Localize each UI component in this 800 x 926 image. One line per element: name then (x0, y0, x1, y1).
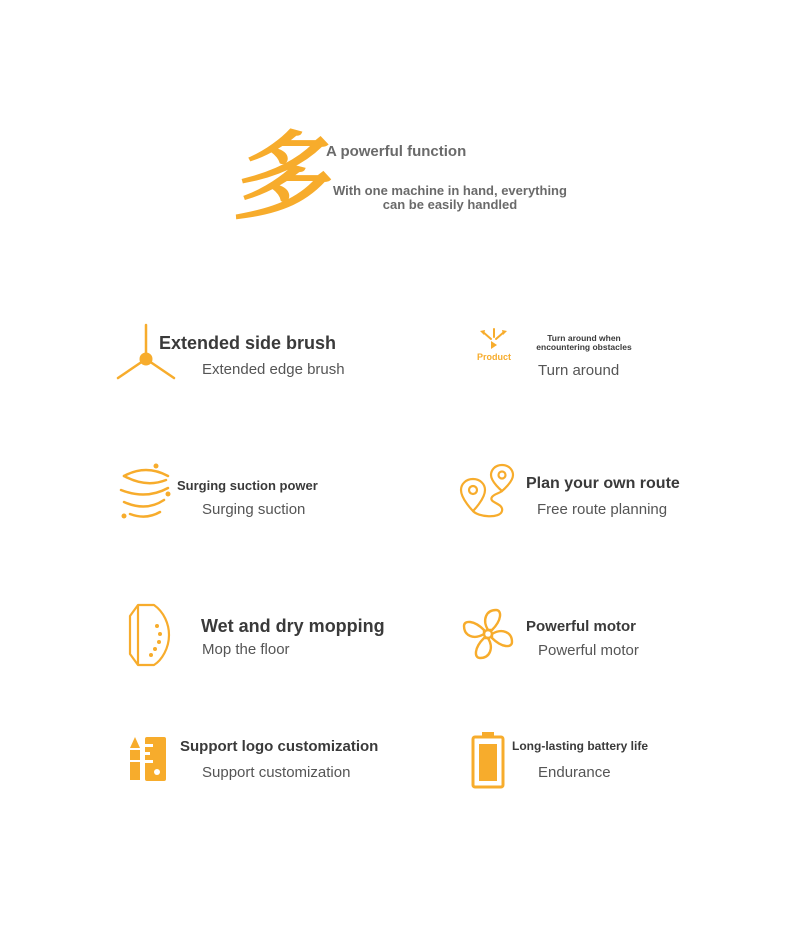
feature-title-turn-around-line2: encountering obstacles (536, 342, 632, 352)
feature-title-turn-around-line1: Turn around when (547, 333, 621, 343)
fan-icon (460, 606, 516, 667)
feature-subtitle-logo: Support customization (202, 764, 351, 781)
mop-pad-icon (124, 602, 174, 673)
hero-character-graphic (228, 120, 344, 233)
feature-title-mopping: Wet and dry mopping (201, 616, 385, 636)
hero-subtitle-line1: With one machine in hand, everything (333, 183, 567, 198)
feature-subtitle-side-brush: Extended edge brush (202, 361, 345, 378)
feature-subtitle-battery: Endurance (538, 764, 611, 781)
feature-title-side-brush: Extended side brush (159, 333, 337, 353)
turn-around-icon (474, 327, 516, 370)
route-pin-icon (458, 463, 518, 528)
hero-subtitle-line2: can be easily handled (382, 197, 518, 212)
feature-title-suction: Surging suction power (177, 478, 318, 493)
hero-subtitle (326, 184, 574, 212)
feature-subtitle-route: Free route planning (537, 501, 668, 518)
feature-title-motor: Powerful motor (526, 618, 637, 635)
feature-title-route: Plan your own route (526, 475, 680, 492)
feature-subtitle-mopping: Mop the floor (202, 641, 290, 658)
battery-icon (470, 730, 506, 795)
feature-subtitle-suction: Surging suction (202, 501, 306, 518)
feature-title-logo: Support logo customization (180, 738, 379, 755)
svg-text:Product: Product (476, 352, 512, 362)
feature-title-battery: Long-lasting battery life (512, 739, 649, 753)
side-brush-icon (114, 322, 178, 387)
hero-title: A powerful function (326, 143, 467, 160)
feature-subtitle-motor: Powerful motor (538, 642, 639, 659)
suction-vortex-icon (116, 460, 176, 529)
feature-subtitle-turn-around: Turn around (538, 362, 620, 379)
logo-ruler-icon (126, 734, 170, 789)
svg-text:多: 多 (228, 120, 344, 233)
feature-title-turn-around (532, 334, 636, 352)
